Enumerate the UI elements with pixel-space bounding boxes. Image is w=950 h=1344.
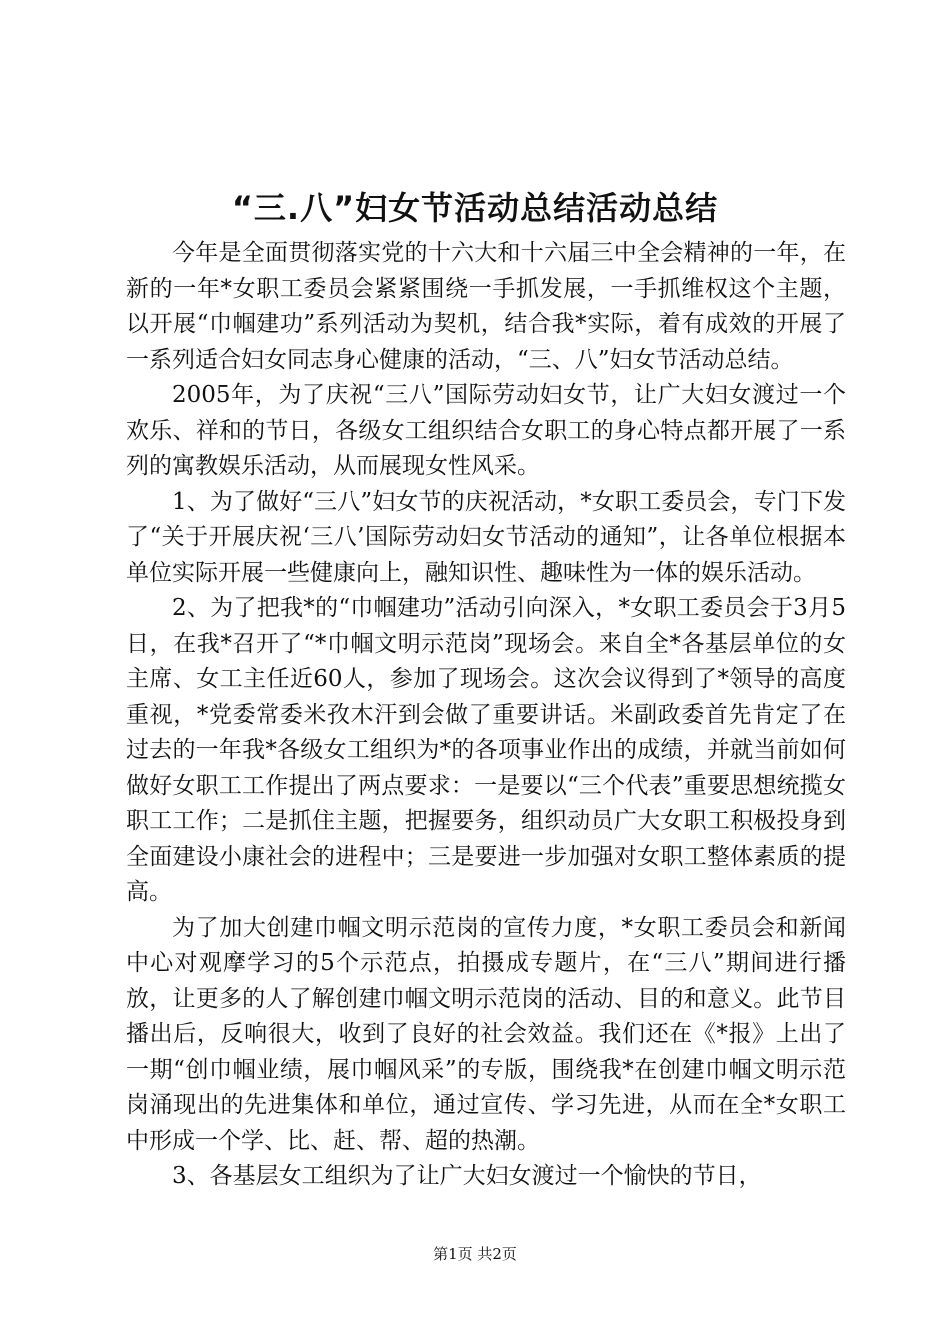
paragraph-intro: 今年是全面贯彻落实党的十六大和十六届三中全会精神的一年，在新的一年*女职工委员会紧紧围绕一手抓发展，一手抓维权这个主题，以开展“巾帼建功”系列活动为契机，结合我*实际，着有成效的开展了一系列适合妇女同志身心健康的活动，“三、八”妇女节活动总结。 [126,240,846,373]
paragraph-publicity: 为了加大创建巾帼文明示范岗的宣传力度，*女职工委员会和新闻中心对观摩学习的5个示范点，拍摄成专题片，在“三八”期间进行播放，让更多的人了解创建巾帼文明示范岗的活动、目的和意义。此节目播出后，反响很大，收到了良好的社会效益。我们还在《*报》上出了一期“创巾帼业绩，展巾帼风采”的专版，围绕我*在创建巾帼文明示范岗涌现出的先进集体和单位，通过宣传、学习先进，从而在全*女职工中形成一个学、比、赶、帮、超的热潮。 [126,914,846,1154]
paragraph-item-2: 2、为了把我*的“巾帼建功”活动引向深入，*女职工委员会于3月5日，在我*召开了“*巾帼文明示范岗”现场会。来自全*各基层单位的女主席、女工主任近60人，参加了现场会。这次会议得到了*领导的高度重视，*党委常委米孜木汗到会做了重要讲话。米副政委首先肯定了在过去的一年我*各级女工组织为*的各项事业作出的成绩，并就当前如何做好女职工工作提出了两点要求：一是要以“三个代表”重要思想统揽女职工工作；二是抓住主题，把握要务，组织动员广大女职工积极投身到全面建设小康社会的进程中；三是要进一步加强对女职工整体素质的提高。 [126,595,846,905]
document-body [126,236,846,1195]
paragraph-2005: 2005年，为了庆祝“三八”国际劳动妇女节，让广大妇女渡过一个欢乐、祥和的节日，各级女工组织结合女职工的身心特点都开展了一系列的寓教娱乐活动，从而展现女性风采。 [126,382,846,479]
paragraph-item-1: 1、为了做好“三八”妇女节的庆祝活动，*女职工委员会，专门下发了“关于开展庆祝‘三八’国际劳动妇女节活动的通知”，让各单位根据本单位实际开展一些健康向上，融知识性、趣味性为一体的娱乐活动。 [126,488,846,586]
paragraph-item-3: 3、各基层女工组织为了让广大妇女渡过一个愉快的节日， [172,1163,762,1189]
page-footer: 第1页 共2页 [433,1245,517,1263]
document-title: “三.八”妇女节活动总结活动总结 [231,189,719,227]
